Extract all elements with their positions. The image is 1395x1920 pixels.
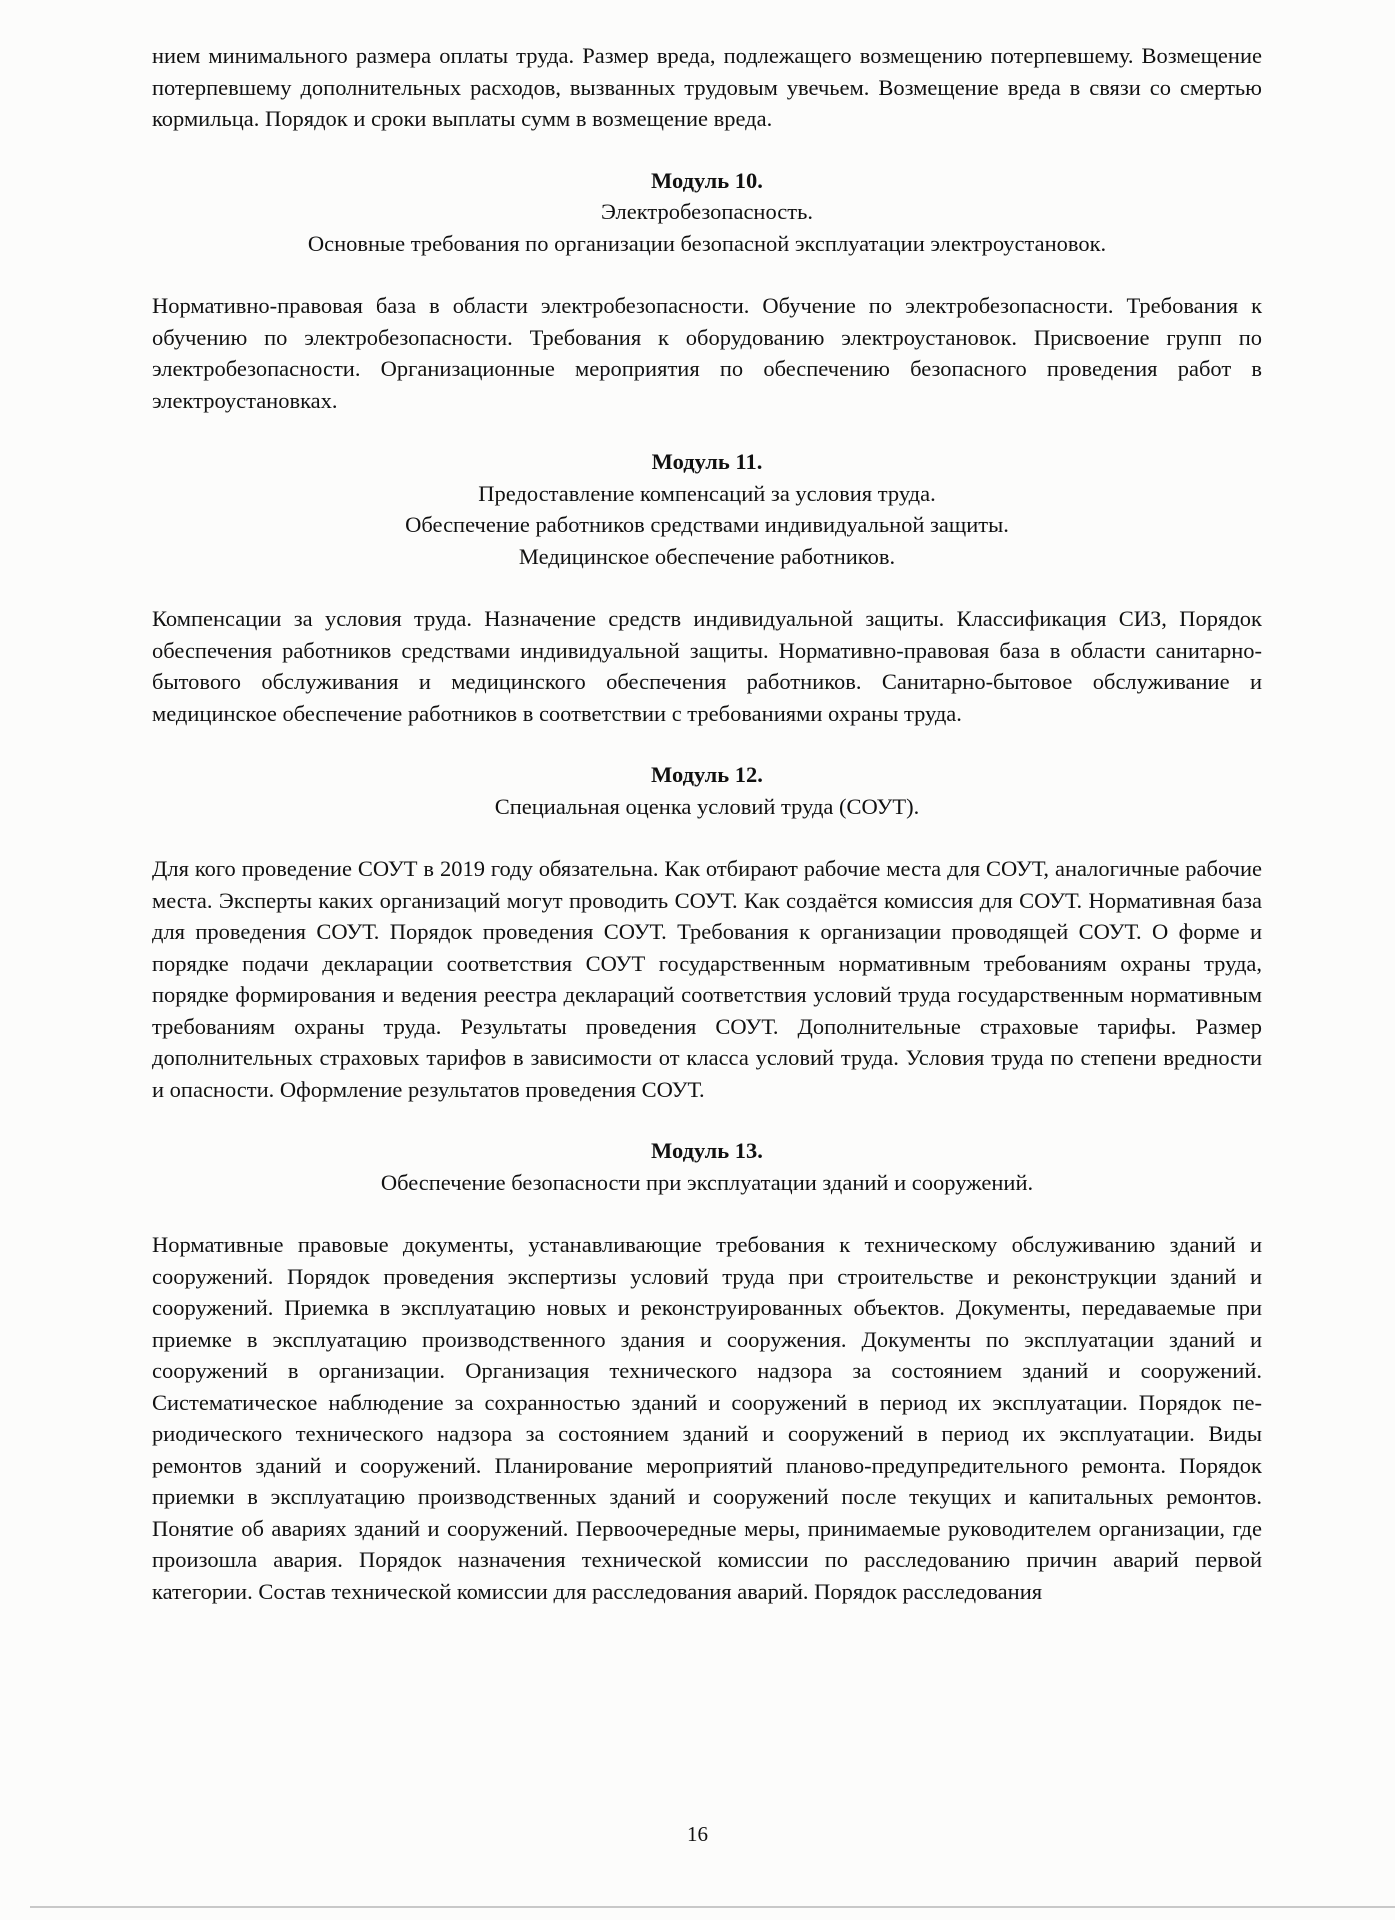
module-13-body: Нормативные правовые документы, устанавливающие требования к техническому обслуживанию зданий и сооружений. Порядок проведения экспертизы условий труда при строительстве и реконструкции зданий и сооружений. Приемка в эксплуатацию новых и реконструированных объектов. Документы, передаваемые при приемке в эксплуатацию производственного здания и сооружения. Документы по эксплуатации зданий и сооружений в организации. Организация технического надзора за состоянием зданий и сооружений. Систематическое наблюдение за сохранностью зданий и сооружений в период их эксплуатации. Порядок периодического технического надзора за состоянием зданий и сооружений в период их эксплуатации. Виды ремонтов зданий и сооружений. Планирование мероприятий планово-предупредительного ремонта. Порядок приемки в эксплуатацию производственных зданий и сооружений после текущих и капитальных ремонтов. Понятие об авариях зданий и сооружений. Первоочередные меры, принимаемые руководителем организации, где произошла авария. Порядок назначения технической комиссии по расследованию причин аварий первой категории. Состав технической комиссии для расследования аварий. Порядок расследования [152,1232,1262,1604]
module-subtitle: Медицинское обеспечение работников. [518,543,896,569]
module-subtitle: Обеспечение работников средствами индивидуальной защиты. [405,512,1009,537]
module-subtitle: Обеспечение безопасности при эксплуатации зданий и сооружений. [380,1169,1034,1195]
intro-paragraph: нием минимального размера оплаты труда. Размер вреда, подлежащего возмещению потерпевшему. Возмещение потерпевшему дополнительных расходов, вызванных трудовым увечьем. Возмещение вреда в связи со смертью кормильца. Порядок и сроки выплаты сумм в возмещение вреда. [152,43,1262,131]
page-content [152,40,1262,1607]
module-10-heading [152,165,1262,260]
module-subtitle: Предоставление компенсаций за условия труда. [478,480,936,506]
module-subtitle: Электробезопасность. [600,199,813,224]
module-12-body: Для кого проведение СОУТ в 2019 году обязательна. Как отбирают рабочие места для СОУТ, аналогичные рабочие места. Эксперты каких организаций могут проводить СОУТ. Как создаётся комиссия для СОУТ. Нормативная база для проведения СОУТ. Порядок проведения СОУТ. Требования к организации проводящей СОУТ. О форме и порядке подачи декларации соответствия СОУТ государственным нормативным требованиям охраны труда, порядке формирования и ведения реестра деклараций соответствия условий труда государственным нормативным требованиям охраны труда. Результаты проведения СОУТ. Дополнительные страховые тарифы. Размер дополнительных страховых тарифов в зависимости от класса условий труда. Условия труда по степени вредности и опасности. Оформление результатов проведения СОУТ. [152,856,1262,1102]
module-title: Модуль 11. [651,449,763,474]
module-title: Модуль 13. [651,1138,763,1163]
module-12-heading [152,759,1262,822]
module-subtitle: Специальная оценка условий труда (СОУТ). [494,793,920,819]
module-title: Модуль 12. [651,762,763,787]
page-number: 16 [687,1822,708,1846]
module-13-heading [152,1135,1262,1198]
module-11-heading [152,446,1262,572]
module-11-body: Компенсации за условия труда. Назначение средств индивидуальной защиты. Классификация СИЗ, Порядок обеспечения работников средствами индивидуальной защиты. Нормативно-правовая база в области санитарно-бытового обслуживания и медицинского обеспечения работников. Санитарно-бытовое обслуживание и медицинское обеспечение работников в соответствии с требованиями охраны труда. [152,606,1262,726]
module-title: Модуль 10. [651,167,763,193]
module-subtitle: Основные требования по организации безопасной эксплуатации электроустановок. [307,230,1107,256]
module-10-body: Нормативно-правовая база в области электробезопасности. Обучение по электробезопасности. Требования к обучению по электробезопасности. Требования к оборудованию электроустановок. Присвоение групп по электробезопасности. Организационные мероприятия по обеспечению безопасного проведения работ в электроустановках. [152,293,1262,413]
